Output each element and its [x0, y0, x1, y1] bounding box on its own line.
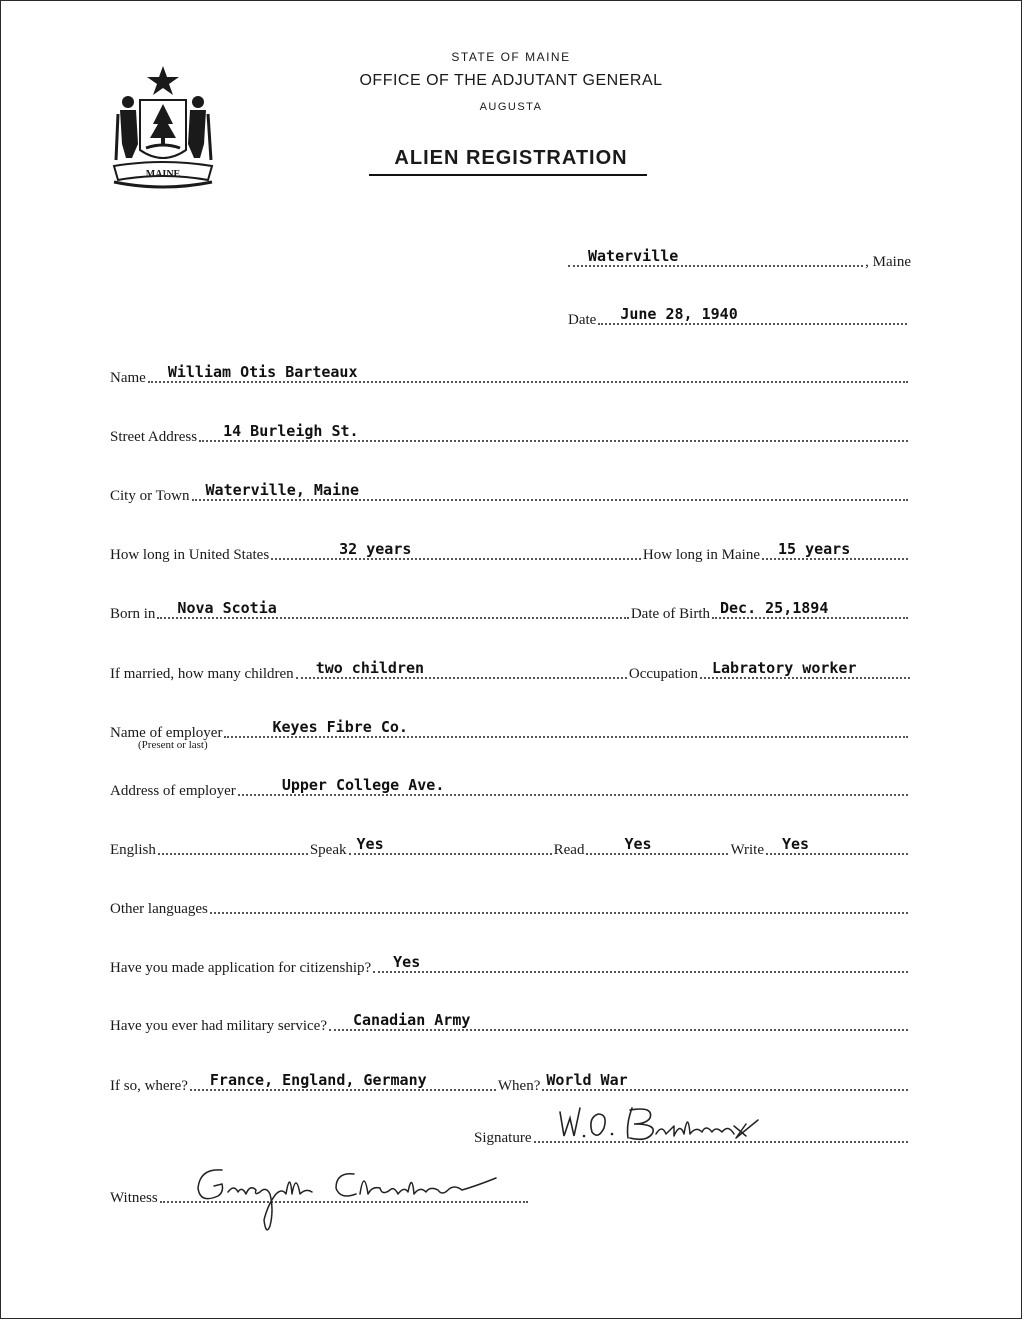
- place-suffix: , Maine: [865, 254, 911, 270]
- english-label: English: [110, 842, 156, 858]
- citizenship-label: Have you made application for citizenship?: [110, 960, 372, 976]
- where-label: If so, where?: [110, 1078, 188, 1094]
- occupation-label: Occupation: [628, 666, 698, 682]
- when-label: When?: [497, 1078, 541, 1094]
- military-row: [110, 1010, 910, 1036]
- name-label: Name: [110, 370, 146, 386]
- citizenship-value: Yes: [393, 953, 421, 971]
- signature-label: Signature: [474, 1130, 532, 1146]
- when-value: World War: [546, 1071, 628, 1089]
- write-value: Yes: [782, 835, 810, 853]
- english-row: [110, 834, 910, 860]
- name-field[interactable]: [148, 357, 908, 383]
- witness-label: Witness: [110, 1190, 158, 1206]
- employer-address-row: [110, 775, 910, 801]
- form-title: ALIEN REGISTRATION: [394, 147, 628, 169]
- dob-field[interactable]: [712, 593, 908, 619]
- street-value: 14 Burleigh St.: [223, 422, 359, 440]
- read-field[interactable]: [586, 829, 728, 855]
- born-field[interactable]: [157, 593, 628, 619]
- us-value: 32 years: [339, 540, 412, 558]
- when-field[interactable]: [542, 1065, 908, 1091]
- title-underline: [369, 174, 647, 176]
- other-languages-field[interactable]: [210, 888, 908, 914]
- maine-value: 15 years: [778, 540, 851, 558]
- citizenship-row: [110, 952, 910, 978]
- citizenship-field[interactable]: [373, 947, 908, 973]
- where-value: France, England, Germany: [209, 1071, 427, 1089]
- military-value: Canadian Army: [353, 1011, 471, 1029]
- us-label: How long in United States: [110, 547, 270, 563]
- read-value: Yes: [624, 835, 652, 853]
- applicant-signature: [546, 1100, 776, 1150]
- maine-label: How long in Maine: [642, 547, 760, 563]
- birth-row: [110, 598, 910, 624]
- header-city: AUGUSTA: [479, 101, 543, 113]
- city-field[interactable]: [192, 475, 908, 501]
- city-label: City or Town: [110, 488, 190, 504]
- other-languages-label: Other languages: [110, 901, 208, 917]
- street-label: Street Address: [110, 429, 198, 445]
- employer-row: [110, 717, 910, 743]
- maine-state-seal: [108, 62, 218, 192]
- header-state: STATE OF MAINE: [451, 50, 571, 64]
- english-filler: [158, 829, 308, 855]
- street-row: [110, 421, 910, 447]
- service-location-row: [110, 1070, 910, 1096]
- us-field[interactable]: [271, 534, 641, 560]
- children-value: two children: [315, 659, 425, 677]
- date-value: June 28, 1940: [620, 305, 738, 323]
- place-value: Waterville: [588, 247, 679, 265]
- employer-label: Name of employer: [110, 725, 223, 741]
- place-row: [566, 246, 911, 272]
- residence-row: [110, 539, 910, 565]
- read-label: Read: [553, 842, 585, 858]
- date-field[interactable]: [598, 299, 907, 325]
- speak-label: Speak: [309, 842, 347, 858]
- born-value: Nova Scotia: [177, 599, 277, 617]
- svg-text:MAINE: MAINE: [145, 169, 181, 180]
- maine-field[interactable]: [762, 534, 908, 560]
- children-field[interactable]: [296, 653, 627, 679]
- employer-field[interactable]: [224, 712, 908, 738]
- employer-sublabel: (Present or last): [138, 739, 208, 751]
- name-row: [110, 362, 910, 388]
- place-field[interactable]: [568, 241, 863, 267]
- military-field[interactable]: [329, 1005, 908, 1031]
- employer-address-value: Upper College Ave.: [281, 776, 445, 794]
- where-field[interactable]: [190, 1065, 496, 1091]
- other-languages-row: [110, 893, 910, 919]
- employer-value: Keyes Fibre Co.: [272, 718, 408, 736]
- born-label: Born in: [110, 606, 156, 622]
- witness-signature: [176, 1160, 516, 1240]
- military-label: Have you ever had military service?: [110, 1018, 327, 1034]
- employer-address-field[interactable]: [238, 770, 908, 796]
- city-row: [110, 480, 910, 506]
- write-label: Write: [730, 842, 764, 858]
- name-value: William Otis Barteaux: [167, 363, 358, 381]
- children-label: If married, how many children: [110, 666, 294, 682]
- street-field[interactable]: [199, 416, 908, 442]
- dob-value: Dec. 25,1894: [720, 599, 829, 617]
- employer-address-label: Address of employer: [110, 783, 236, 799]
- date-label: Date: [568, 312, 597, 328]
- speak-field[interactable]: [349, 829, 552, 855]
- header-office: OFFICE OF THE ADJUTANT GENERAL: [359, 72, 663, 89]
- occupation-value: Labratory worker: [712, 659, 857, 677]
- city-value: Waterville, Maine: [205, 481, 360, 499]
- occupation-field[interactable]: [700, 653, 910, 679]
- speak-value: Yes: [356, 835, 384, 853]
- write-field[interactable]: [766, 829, 908, 855]
- date-row: [568, 304, 909, 330]
- dob-label: Date of Birth: [630, 606, 710, 622]
- children-row: [110, 658, 912, 684]
